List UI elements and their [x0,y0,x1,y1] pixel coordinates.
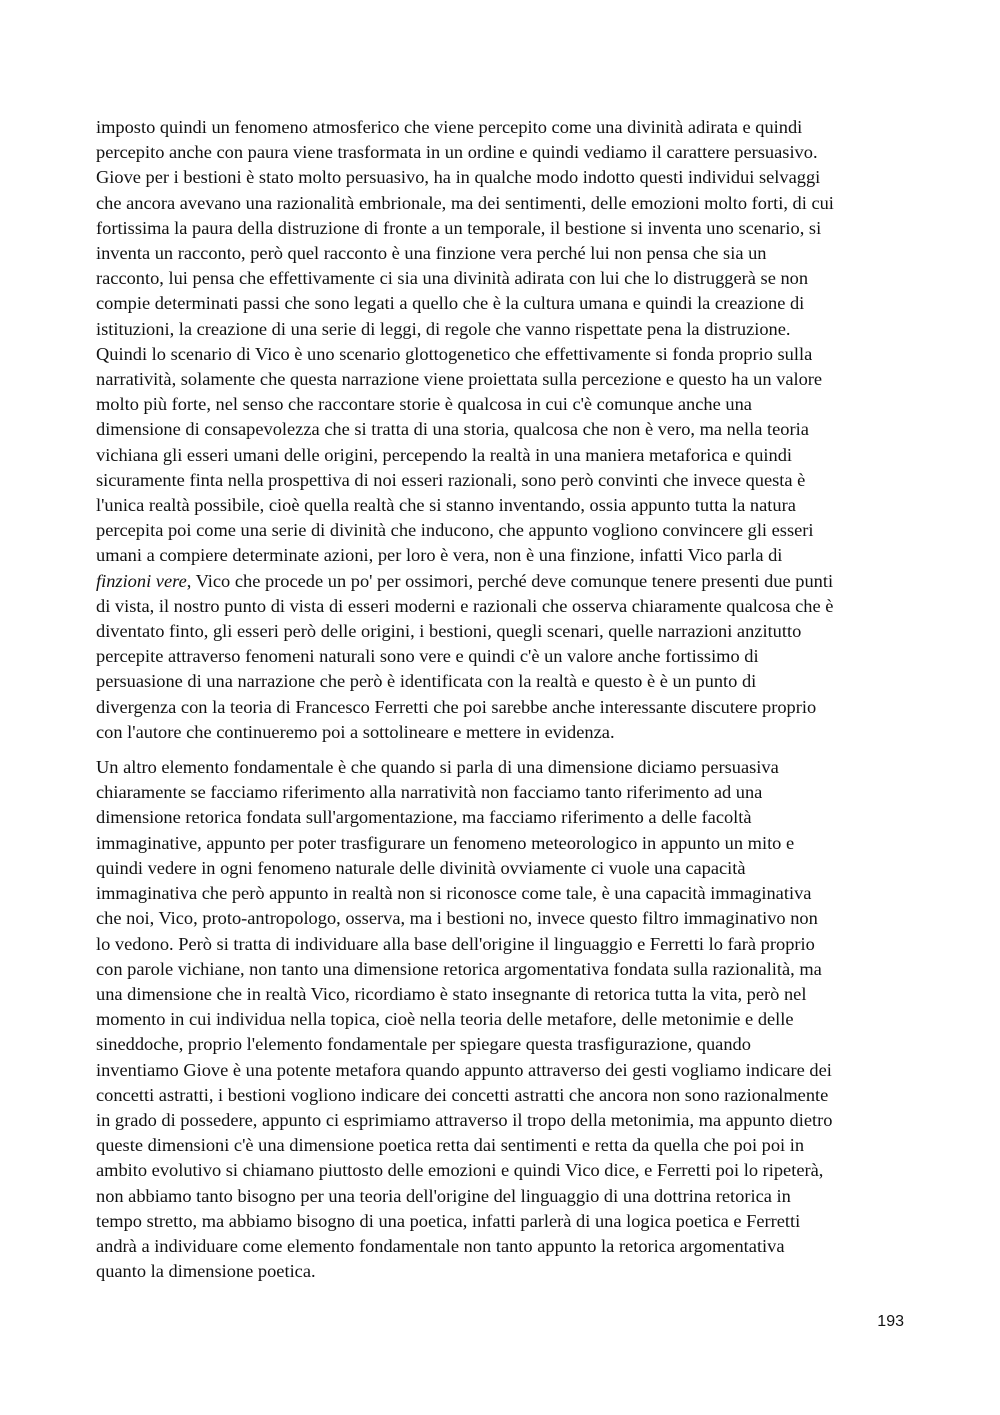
text-line: immaginative, appunto per poter trasfigurare un fenomeno meteorologico in appunto un mito e [96,832,795,853]
text-line: percepite attraverso fenomeni naturali sono vere e quindi c'è un valore anche fortissimo di [96,646,759,667]
text-line: queste dimensioni c'è una dimensione poetica retta dai sentimenti e retta da quella che poi poi in [96,1135,805,1156]
text-line: umani a compiere determinate azioni, per loro è vera, non è una finzione, infatti Vico parla di [96,545,783,566]
text-line: di vista, il nostro punto di vista di esseri moderni e razionali che osserva chiaramente qualcosa che è [96,595,834,616]
body-text [96,115,908,1284]
text-line: dimensione retorica fondata sull'argomentazione, ma facciamo riferimento a delle facoltà [96,807,752,828]
text-line: concetti astratti, i bestioni vogliono indicare dei concetti astratti che ancora non sono razionalmente [96,1084,829,1105]
text-line: Quindi lo scenario di Vico è uno scenario glottogenetico che effettivamente si fonda proprio sulla [96,343,813,364]
text-line: che ancora avevano una razionalità embrionale, ma dei sentimenti, delle emozioni molto forti, di cui [96,192,834,213]
text-line: andrà a individuare come elemento fondamentale non tanto appunto la retorica argomentativa [96,1235,785,1256]
text-line: sicuramente finta nella prospettiva di noi esseri razionali, sono però convinti che invece questa è [96,469,806,490]
text-line: sineddoche, proprio l'elemento fondamentale per spiegare questa trasfigurazione, quando [96,1034,751,1055]
text-line: Giove per i bestioni è stato molto persuasivo, ha in qualche modo indotto questi individui selvaggi [96,167,821,188]
page-number: 193 [877,1313,904,1330]
paragraph-2 [96,755,908,1284]
text-line: finzioni vere, Vico che procede un po' per ossimori, perché deve comunque tenere presenti due punti [96,570,834,591]
text-line: narratività, solamente che questa narrazione viene proiettata sulla percezione e questo ha un valore [96,369,823,390]
text-line: dimensione di consapevolezza che si tratta di una storia, qualcosa che non è vero, ma nella teoria [96,419,809,440]
text-line: Un altro elemento fondamentale è che quando si parla di una dimensione diciamo persuasiva [96,757,779,778]
text-line: con parole vichiane, non tanto una dimensione retorica argomentativa fondata sulla razionalità, ma [96,958,822,979]
text-line: tempo stretto, ma abbiamo bisogno di una poetica, infatti parlerà di una logica poetica e Ferretti [96,1210,801,1231]
text-line: compie determinati passi che sono legati a quello che è la cultura umana e quindi la creazione di [96,293,805,314]
text-line: quanto la dimensione poetica. [96,1261,316,1282]
text-line: divergenza con la teoria di Francesco Ferretti che poi sarebbe anche interessante discutere proprio [96,696,817,717]
text-line: persuasione di una narrazione che però è identificata con la realtà e questo è è un punto di [96,671,757,692]
text-line: non abbiamo tanto bisogno per una teoria dell'origine del linguaggio di una dottrina retorica in [96,1185,791,1206]
text-line: lo vedono. Però si tratta di individuare alla base dell'origine il linguaggio e Ferretti lo farà proprio [96,933,815,954]
text-line: vichiana gli esseri umani delle origini, percependo la realtà in una maniera metaforica e quindi [96,444,793,465]
text-line: immaginativa che però appunto in realtà non si riconosce come tale, è una capacità immaginativa [96,883,812,904]
text-line: percepita poi come una serie di divinità che inducono, che appunto vogliono convincere gli esseri [96,520,814,541]
text-line: ambito evolutivo si chiamano piuttosto delle emozioni e quindi Vico dice, e Ferretti poi lo ripeterà, [96,1160,824,1181]
text-line: una dimensione che in realtà Vico, ricordiamo è stato insegnante di retorica tutta la vita, però nel [96,983,807,1004]
text-line: inventiamo Giove è una potente metafora quando appunto attraverso dei gesti vogliamo indicare dei [96,1059,832,1080]
text-line: in grado di possedere, appunto ci esprimiamo attraverso il tropo della metonimia, ma appunto dietro [96,1109,833,1130]
text-line: inventa un racconto, però quel racconto è una finzione vera perché lui non pensa che sia un [96,243,767,264]
text-line: imposto quindi un fenomeno atmosferico che viene percepito come una divinità adirata e quindi [96,117,803,137]
italic-term: finzioni vere [96,570,187,591]
text-line: chiaramente se facciamo riferimento alla narratività non facciamo tanto riferimento ad una [96,782,763,803]
text-line: racconto, lui pensa che effettivamente ci sia una divinità adirata con lui che lo distruggerà se non [96,268,809,289]
text-line: con l'autore che continueremo poi a sottolineare e mettere in evidenza. [96,721,615,742]
text-line: diventato finto, gli esseri però delle origini, i bestioni, quegli scenari, quelle narrazioni anzitutto [96,621,802,642]
text-line: che noi, Vico, proto-antropologo, osserva, ma i bestioni no, invece questo filtro immaginativo non [96,908,818,929]
text-line: quindi vedere in ogni fenomeno naturale delle divinità ovviamente ci vuole una capacità [96,857,746,878]
text-line: istituzioni, la creazione di una serie di leggi, di regole che vanno rispettate pena la distruzione. [96,318,791,339]
text-line: percepito anche con paura viene trasformata in un ordine e quindi vediamo il carattere persuasivo. [96,142,818,163]
text-line: fortissima la paura della distruzione di fronte a un temporale, il bestione si inventa uno scenario, si [96,217,822,238]
text-line: momento in cui individua nella topica, cioè nella teoria delle metafore, delle metonimie e delle [96,1009,794,1030]
text-line: molto più forte, nel senso che raccontare storie è qualcosa in cui c'è comunque anche una [96,394,752,415]
text-line: l'unica realtà possibile, cioè quella realtà che si stanno inventando, ossia appunto tutta la natura [96,495,796,516]
paragraph-1 [96,115,908,745]
